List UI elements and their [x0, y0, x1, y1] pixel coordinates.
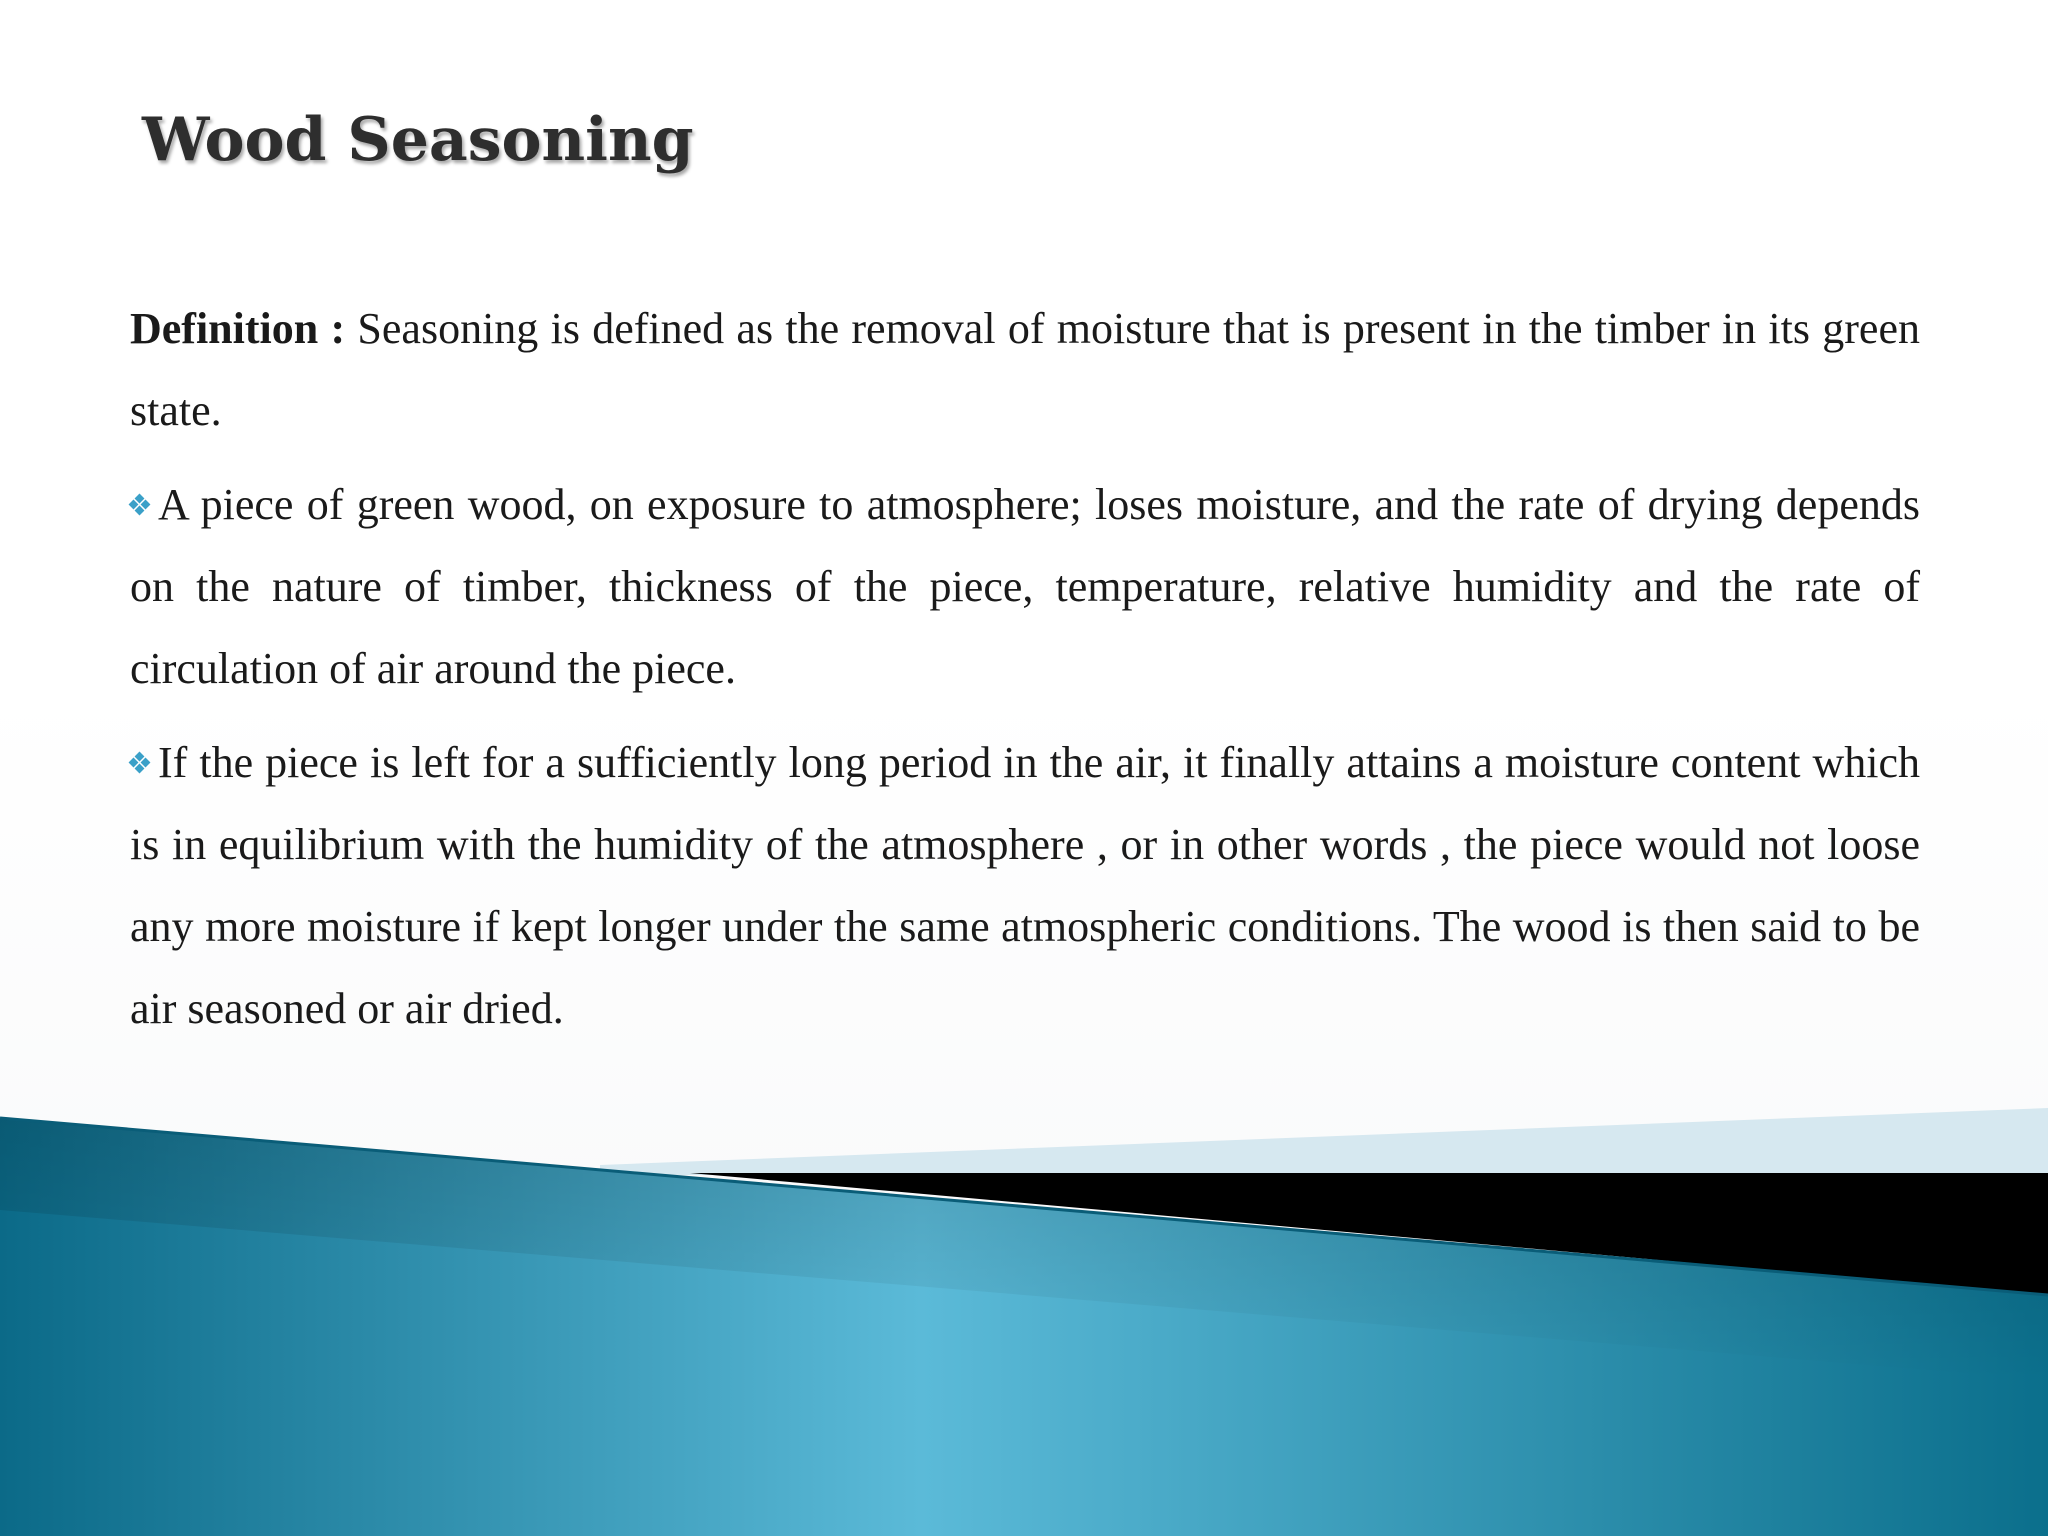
diamond-bullet-icon — [130, 495, 150, 515]
slide-title: Wood Seasoning — [142, 105, 694, 175]
bullet-text: A piece of green wood, on exposure to atmosphere; loses moisture, and the rate of drying depends on the nature of timber, thickness of the piece, temperature, relative humidity and the rate of circulation of air around the piece. — [130, 480, 1920, 693]
pale-blue-band — [600, 1108, 2048, 1175]
definition-label: Definition : — [130, 304, 346, 353]
definition-text: Seasoning is defined as the removal of moisture that is present in the timber in its green state. — [130, 304, 1920, 435]
bullet-text: If the piece is left for a sufficiently long period in the air, it finally attains a moisture content which is in equilibrium with the humidity of the atmosphere , or in other words , the piece would not loose any more moisture if kept longer under the same atmospheric conditions. The wood is then said to be air seasoned or air dried. — [130, 738, 1920, 1033]
bullet-item — [130, 722, 1920, 1050]
bullet-item — [130, 464, 1920, 710]
diamond-bullet-icon — [130, 753, 150, 773]
slide-body — [130, 288, 1920, 1062]
definition-paragraph — [130, 288, 1920, 452]
